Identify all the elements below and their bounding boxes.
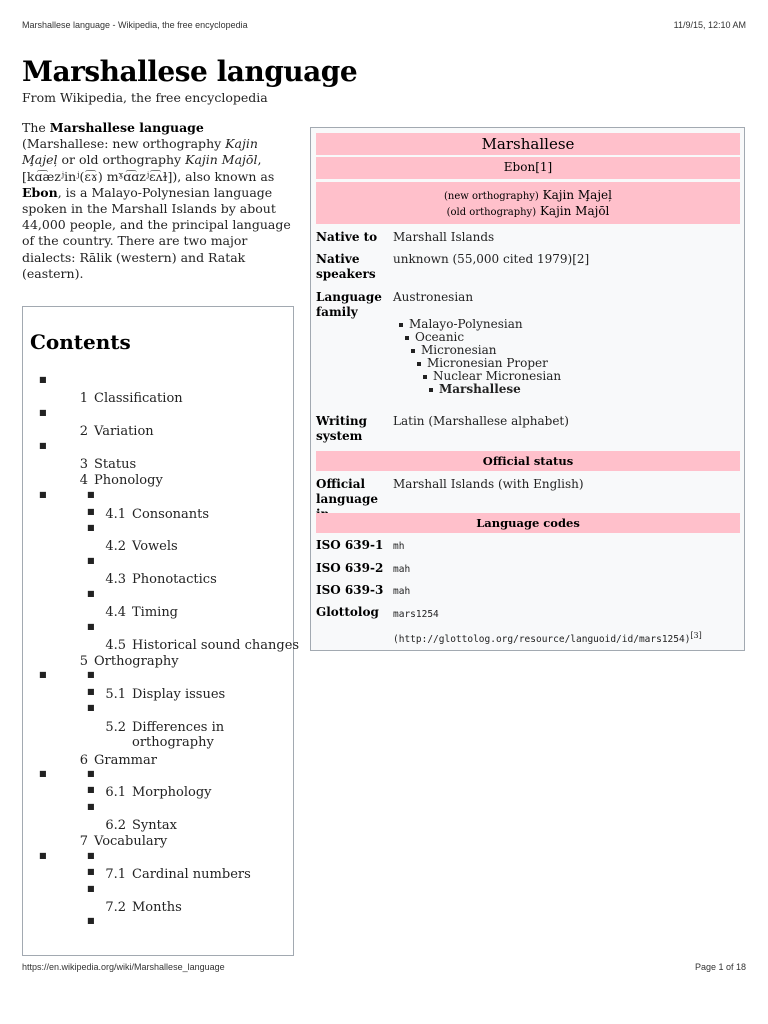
bullet-icon (399, 323, 403, 327)
toc-number: 7.2 (105, 900, 126, 915)
old-orthography-name: Kajin Majōl (185, 152, 258, 168)
family-tree-label[interactable]: Micronesian (421, 343, 497, 357)
native-speakers-text: unknown (55,000 cited 1979) (393, 252, 573, 266)
toc-number: 4.5 (105, 638, 126, 653)
iso3-label: ISO 639-3 (316, 583, 384, 597)
toc-number: 4.4 (105, 605, 126, 620)
toc-number: 6 (79, 753, 88, 768)
native-to-value (393, 230, 738, 245)
old-orth-label: (old orthography) (446, 207, 537, 218)
family-tree-label[interactable]: Micronesian Proper (427, 356, 548, 370)
toc-bullet: ■ (39, 441, 47, 450)
iso1-value[interactable]: mh (393, 541, 405, 552)
toc-number: 5.1 (105, 687, 126, 702)
toc-bullet: ■ (87, 490, 95, 499)
toc-label[interactable]: Display issues (132, 687, 226, 702)
lead-text: The (22, 120, 50, 135)
glottolog-url-text[interactable]: (http://glottolog.org/resource/languoid/id/mars1254) (393, 634, 691, 646)
family-tree-node[interactable] (411, 343, 497, 357)
toc-number: 6.2 (105, 818, 126, 833)
toc-label[interactable]: Historical sound changes (132, 638, 300, 653)
family-tree-node[interactable] (399, 317, 523, 331)
toc-number: 1 (79, 391, 88, 406)
lead-text: (Marshallese: new orthography (22, 136, 226, 152)
toc-bullet: ■ (39, 769, 47, 778)
toc-item-4-1[interactable] (104, 507, 209, 522)
family-tree-node[interactable] (405, 330, 464, 344)
toc-number: 7.1 (105, 867, 126, 882)
infobox-orthographies (316, 182, 740, 224)
infobox-ebon (316, 157, 740, 179)
toc-label[interactable]: Syntax (132, 818, 177, 833)
print-datetime: 11/9/15, 12:10 AM (673, 20, 746, 30)
official-language-label: Official language (316, 477, 378, 506)
toc-bullet: ■ (87, 622, 95, 631)
toc-number: 3 (79, 457, 88, 472)
toc-bullet: ■ (39, 490, 47, 499)
toc-number: 7 (79, 834, 88, 849)
page-subtitle: From Wikipedia, the free encyclopedia (22, 90, 268, 105)
toc-number: 5.2 (105, 720, 126, 735)
toc-bullet: ■ (87, 703, 95, 712)
print-header (22, 20, 746, 30)
toc-label[interactable]: Grammar (94, 753, 157, 768)
family-tree-node[interactable] (429, 382, 521, 396)
native-speakers-label: Native speakers (316, 252, 376, 281)
toc-item-4-5[interactable] (104, 638, 299, 653)
iso3-value[interactable]: mah (393, 586, 411, 597)
toc-label[interactable]: Timing (132, 605, 179, 620)
print-page-title: Marshallese language - Wikipedia, the free encyclopedia (22, 20, 248, 30)
bullet-icon (423, 375, 427, 379)
toc-number: 5 (79, 654, 88, 669)
official-language-value (393, 477, 738, 492)
toc-bullet: ■ (87, 507, 95, 516)
toc-item-4-3[interactable] (104, 572, 217, 587)
toc-number: 4 (79, 473, 88, 488)
citation-link[interactable]: [1] (535, 160, 553, 174)
toc-bullet: ■ (87, 916, 95, 925)
toc-item-4[interactable] (66, 473, 163, 488)
writing-system-value (393, 414, 738, 429)
iso2-value[interactable]: mah (393, 564, 411, 575)
toc-label[interactable]: Variation (94, 424, 154, 439)
toc-bullet: ■ (87, 670, 95, 679)
toc-bullet: ■ (39, 670, 47, 679)
lead-text: , [kɑ͡æzʲinʲ(ɛ͡ɤ) mˠɑ͡ɑzʲɛ͡ʌɫ]), also known as (22, 152, 275, 184)
language-codes-header: Language codes (316, 513, 740, 533)
official-status-header: Official status (316, 451, 740, 471)
toc-label[interactable]: Classification (94, 391, 183, 406)
new-orth-label: (new orthography) (444, 191, 539, 202)
print-page-number: Page 1 of 18 (694, 962, 746, 972)
toc-number: 6.1 (105, 785, 126, 800)
toc-bullet: ■ (87, 884, 95, 893)
native-to-label: Native to (316, 230, 378, 244)
toc-bullet: ■ (87, 523, 95, 532)
toc-item-5-2[interactable] (104, 720, 224, 750)
toc-number: 2 (79, 424, 88, 439)
toc-item-7-2[interactable] (104, 900, 182, 915)
toc-item-6-1[interactable] (104, 785, 212, 800)
lead-bold-name: Marshallese language (49, 120, 204, 135)
toc-item-6-2[interactable] (104, 818, 177, 833)
family-tree-node[interactable] (423, 369, 561, 383)
writing-system-label: Writing system (316, 414, 368, 443)
toc-bullet: ■ (87, 785, 95, 794)
language-family-value (393, 290, 738, 305)
citation-link[interactable]: [2] (572, 252, 590, 266)
ebon-name: Ebon (503, 160, 536, 174)
toc-item-5-1[interactable] (104, 687, 225, 702)
language-family-label: Language family (316, 290, 382, 319)
bullet-icon (417, 362, 421, 366)
toc-label[interactable]: Status (94, 457, 137, 472)
toc-bullet: ■ (39, 851, 47, 860)
family-tree-label[interactable]: Malayo-Polynesian (409, 317, 523, 331)
toc-label[interactable]: Phonotactics (132, 572, 217, 587)
toc-label[interactable]: Orthography (94, 654, 179, 669)
bullet-icon (411, 349, 415, 353)
writing-system-link[interactable]: Latin (Marshallese alphabet) (393, 414, 569, 428)
glottolog-value[interactable]: mars1254 (393, 609, 439, 620)
toc-label[interactable]: Vocabulary (94, 834, 168, 849)
infobox-title: Marshallese (316, 133, 740, 155)
print-url: https://en.wikipedia.org/wiki/Marshallese_language (22, 962, 225, 972)
toc-item-7[interactable] (66, 834, 167, 849)
toc-item-2[interactable] (66, 424, 154, 439)
bullet-icon (429, 388, 433, 392)
family-tree-label[interactable]: Oceanic (415, 330, 465, 344)
toc-bullet: ■ (87, 867, 95, 876)
lead-text: or old orthography (57, 152, 186, 168)
lead-bold-ebon: Ebon (22, 184, 58, 200)
toc-item-5[interactable] (66, 654, 179, 669)
lead-text: , is a Malayo-Polynesian language spoken in the Marshall Islands by about 44,000 people, and the principal language of the country. There are two major dialects: Rālik (western) and Ratak (eastern). (22, 184, 291, 281)
family-tree-label[interactable]: Nuclear Micronesian (433, 369, 562, 383)
iso1-label: ISO 639-1 (316, 538, 384, 552)
native-to-link[interactable]: Marshall Islands (393, 230, 495, 244)
print-footer (22, 962, 746, 972)
austronesian-link[interactable]: Austronesian (393, 290, 474, 304)
toc-bullet: ■ (87, 802, 95, 811)
infobox (310, 127, 745, 651)
glottolog-url[interactable] (393, 628, 738, 647)
toc-bullet: ■ (87, 556, 95, 565)
toc-label[interactable]: Consonants (132, 507, 210, 522)
toc-bullet: ■ (39, 375, 47, 384)
toc-label[interactable]: Phonology (94, 473, 163, 488)
toc-bullet: ■ (39, 408, 47, 417)
toc-bullet: ■ (87, 769, 95, 778)
toc-label[interactable]: Cardinal numbers (132, 867, 251, 882)
toc-item-3[interactable] (66, 457, 136, 472)
toc-title: Contents (30, 330, 131, 354)
bullet-icon (405, 336, 409, 340)
official-language-link[interactable]: Marshall Islands (with English) (393, 477, 584, 491)
family-tree-label[interactable]: Marshallese (439, 382, 521, 396)
toc-label[interactable]: Differences in orthography (132, 720, 225, 750)
toc-label[interactable]: Vowels (132, 539, 178, 554)
toc-item-4-4[interactable] (104, 605, 178, 620)
toc-label[interactable]: Months (132, 900, 182, 915)
new-orthography-name: Kajin M̧ajeļ (22, 136, 258, 168)
toc-number: 4.2 (105, 539, 126, 554)
glottolog-label: Glottolog (316, 605, 379, 619)
toc-label[interactable]: Morphology (132, 785, 212, 800)
citation-link[interactable]: [3] (690, 631, 702, 640)
toc-item-7-1[interactable] (104, 867, 251, 882)
toc-item-1[interactable] (66, 391, 183, 406)
toc-bullet: ■ (87, 687, 95, 696)
iso2-label: ISO 639-2 (316, 561, 384, 575)
table-of-contents (22, 306, 300, 956)
toc-bullet: ■ (87, 851, 95, 860)
toc-item-6[interactable] (66, 753, 157, 768)
toc-bullet: ■ (87, 589, 95, 598)
toc-number: 4.1 (105, 507, 126, 522)
toc-number: 4.3 (105, 572, 126, 587)
new-orth-value: Kajin M̧ajeļ (542, 188, 612, 202)
old-orth-value: Kajin Majōl (539, 204, 610, 218)
page-title: Marshallese language (22, 55, 358, 88)
native-speakers-value (393, 252, 738, 267)
toc-item-4-2[interactable] (104, 539, 178, 554)
family-tree-node[interactable] (417, 356, 548, 370)
lead-paragraph (22, 120, 294, 282)
